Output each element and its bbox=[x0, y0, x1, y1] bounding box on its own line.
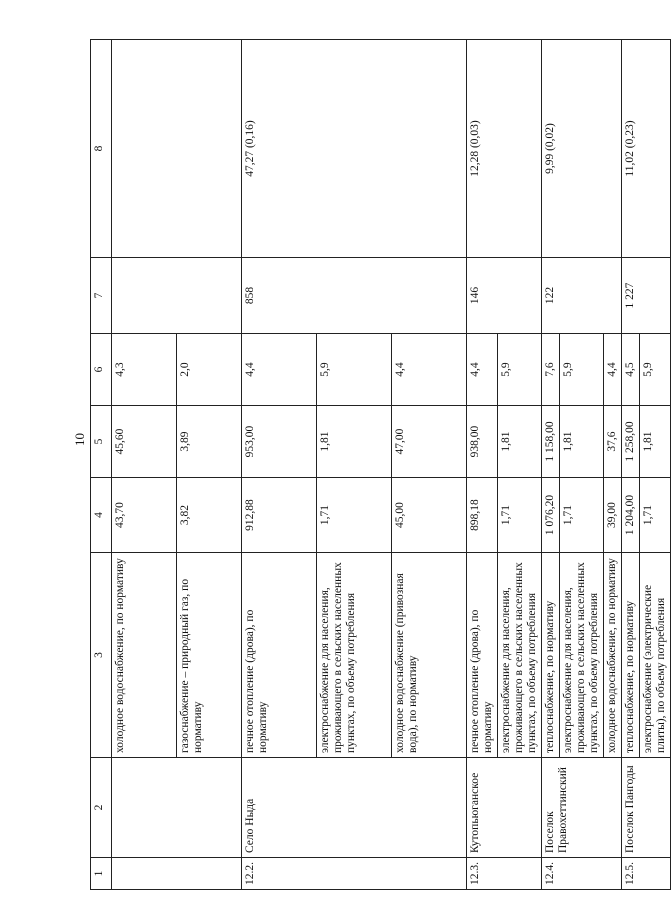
column-number: 4 bbox=[91, 478, 112, 553]
rotated-table-container bbox=[90, 40, 667, 890]
table-row bbox=[112, 40, 177, 890]
value-cell: 4,5 bbox=[622, 334, 640, 406]
value-cell: 1,71 bbox=[498, 478, 542, 553]
value-cell: 5,9 bbox=[317, 334, 392, 406]
value-cell: 45,00 bbox=[392, 478, 467, 553]
value-cell: 4,4 bbox=[242, 334, 317, 406]
count-cell: 122 bbox=[542, 258, 622, 334]
value-cell: 37,6 bbox=[604, 406, 622, 478]
value-cell: 3,89 bbox=[177, 406, 242, 478]
value-cell: 1,71 bbox=[317, 478, 392, 553]
value-cell: 1,81 bbox=[498, 406, 542, 478]
count-cell: 858 bbox=[242, 258, 467, 334]
value-cell: 4,4 bbox=[392, 334, 467, 406]
service-cell: электроснабжение для населения, проживающего в сельских населенных пунктах, по объему потребления bbox=[317, 553, 392, 758]
settlement-cell: Село Ныда bbox=[242, 758, 467, 858]
value-cell: 45,60 bbox=[112, 406, 177, 478]
settlement-cell bbox=[112, 758, 242, 858]
value-cell: 1,71 bbox=[640, 478, 671, 553]
share-cell: 11,02 (0,23) bbox=[622, 40, 671, 258]
value-cell: 1,81 bbox=[640, 406, 671, 478]
column-number: 3 bbox=[91, 553, 112, 758]
column-number: 1 bbox=[91, 858, 112, 890]
value-cell: 1 204,00 bbox=[622, 478, 640, 553]
table-row bbox=[542, 40, 560, 890]
value-cell: 4,4 bbox=[467, 334, 498, 406]
value-cell: 7,6 bbox=[542, 334, 560, 406]
row-id-cell: 12.2. bbox=[242, 858, 467, 890]
value-cell: 1,81 bbox=[560, 406, 604, 478]
service-cell: газоснабжение – природный газ, по нормативу bbox=[177, 553, 242, 758]
table-row bbox=[622, 40, 640, 890]
value-cell: 5,9 bbox=[560, 334, 604, 406]
service-cell: электроснабжение для населения, проживающего в сельских населенных пунктах, по объему потребления bbox=[560, 553, 604, 758]
service-cell: электроснабжение для населения, проживающего в сельских населенных пунктах, по объему потребления bbox=[498, 553, 542, 758]
value-cell: 1 158,00 bbox=[542, 406, 560, 478]
value-cell: 47,00 bbox=[392, 406, 467, 478]
page-number: 10 bbox=[72, 433, 87, 446]
value-cell: 1,81 bbox=[317, 406, 392, 478]
count-cell: 1 227 bbox=[622, 258, 671, 334]
count-cell: 146 bbox=[467, 258, 542, 334]
service-cell: холодное водоснабжение, по нормативу bbox=[112, 553, 177, 758]
count-cell bbox=[112, 258, 242, 334]
column-number: 8 bbox=[91, 40, 112, 258]
value-cell: 4,3 bbox=[112, 334, 177, 406]
column-number: 5 bbox=[91, 406, 112, 478]
table-row bbox=[242, 40, 317, 890]
column-number: 2 bbox=[91, 758, 112, 858]
service-cell: печное отопление (дрова), по нормативу bbox=[242, 553, 317, 758]
value-cell: 4,4 bbox=[604, 334, 622, 406]
row-id-cell: 12.3. bbox=[467, 858, 542, 890]
value-cell: 43,70 bbox=[112, 478, 177, 553]
value-cell: 912,88 bbox=[242, 478, 317, 553]
table-row bbox=[467, 40, 498, 890]
service-cell: теплоснабжение, по нормативу bbox=[542, 553, 560, 758]
value-cell: 3,82 bbox=[177, 478, 242, 553]
tariff-table bbox=[90, 39, 671, 890]
value-cell: 5,9 bbox=[498, 334, 542, 406]
column-number-row bbox=[91, 40, 112, 890]
value-cell: 1 076,20 bbox=[542, 478, 560, 553]
row-id-cell: 12.5. bbox=[622, 858, 671, 890]
value-cell: 1 258,00 bbox=[622, 406, 640, 478]
value-cell: 953,00 bbox=[242, 406, 317, 478]
share-cell: 12,28 (0,03) bbox=[467, 40, 542, 258]
value-cell: 39,00 bbox=[604, 478, 622, 553]
share-cell bbox=[112, 40, 242, 258]
value-cell: 898,18 bbox=[467, 478, 498, 553]
service-cell: теплоснабжение, по нормативу bbox=[622, 553, 640, 758]
row-id-cell bbox=[112, 858, 242, 890]
service-cell: печное отопление (дрова), по нормативу bbox=[467, 553, 498, 758]
service-cell: электроснабжение (электрические плиты), по объему потребления bbox=[640, 553, 671, 758]
service-cell: холодное водоснабжение, по нормативу bbox=[604, 553, 622, 758]
column-number: 6 bbox=[91, 334, 112, 406]
column-number: 7 bbox=[91, 258, 112, 334]
settlement-cell: Поселок Пангоды bbox=[622, 758, 671, 858]
settlement-cell: Поселок Правохеттинский bbox=[542, 758, 622, 858]
settlement-cell: Кутопьюганское bbox=[467, 758, 542, 858]
value-cell: 5,9 bbox=[640, 334, 671, 406]
value-cell: 1,71 bbox=[560, 478, 604, 553]
share-cell: 9,99 (0,02) bbox=[542, 40, 622, 258]
value-cell: 2,0 bbox=[177, 334, 242, 406]
service-cell: холодное водоснабжение (привозная вода), по нормативу bbox=[392, 553, 467, 758]
row-id-cell: 12.4. bbox=[542, 858, 622, 890]
share-cell: 47,27 (0,16) bbox=[242, 40, 467, 258]
value-cell: 938,00 bbox=[467, 406, 498, 478]
